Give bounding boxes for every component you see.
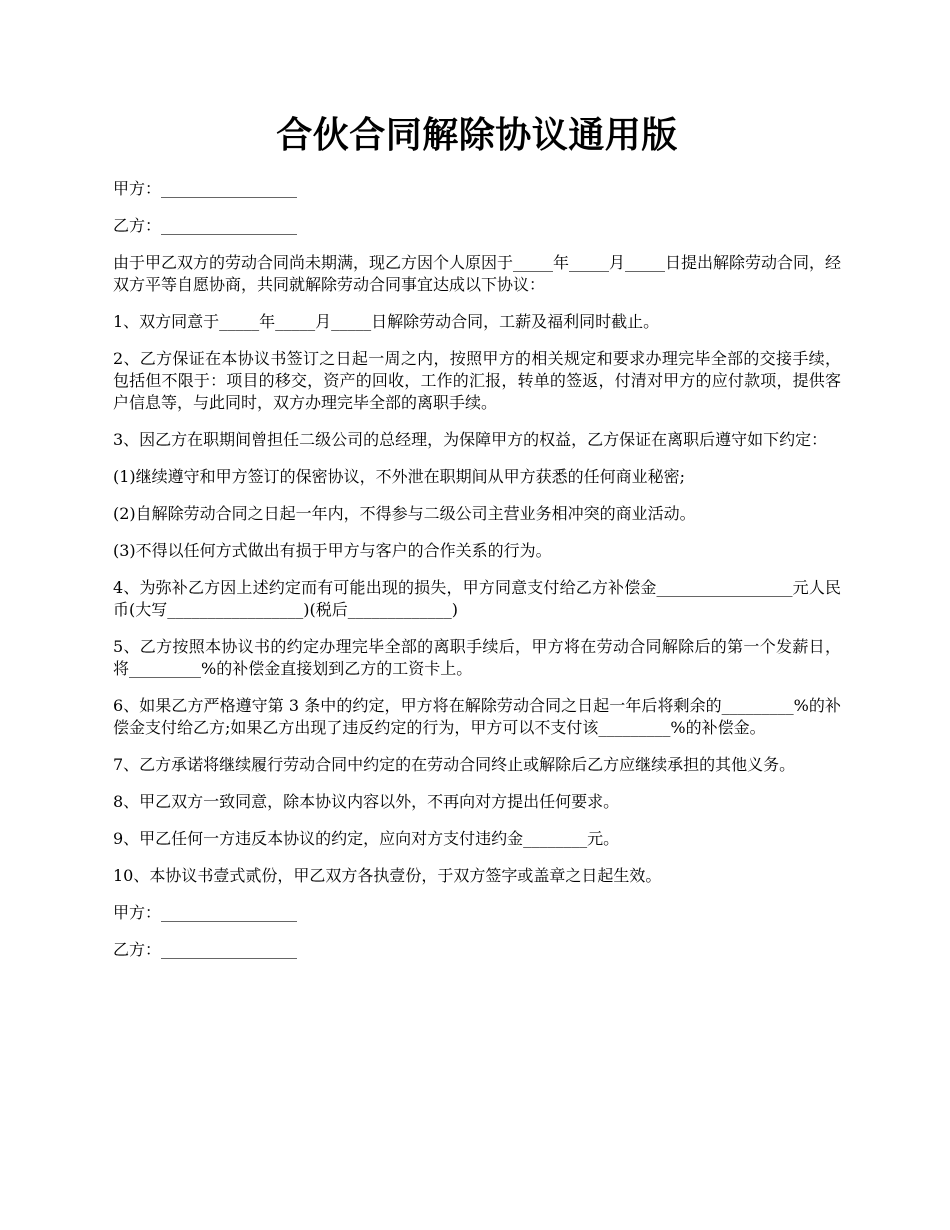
clause-10: 10、本协议书壹式贰份，甲乙双方各执壹份，于双方签字或盖章之日起生效。	[113, 866, 662, 885]
clause-3: 3、因乙方在职期间曾担任二级公司的总经理，为保障甲方的权益，乙方保证在离职后遵守如下约定：	[113, 430, 828, 449]
clause-3-item-2: (2)自解除劳动合同之日起一年内，不得参与二级公司主营业务相冲突的商业活动。	[113, 504, 696, 523]
clause-4: 4、为弥补乙方因上述约定而有可能出现的损失，甲方同意支付给乙方补偿金_________________元人民币(大写_________________)(税后_____________)	[113, 578, 841, 619]
clause-2: 2、乙方保证在本协议书签订之日起一周之内，按照甲方的相关规定和要求办理完毕全部的交接手续，包括但不限于：项目的移交，资产的回收，工作的汇报，转单的签返，付清对甲方的应付款项，提供客户信息等，与此同时，双方办理完毕全部的离职手续。	[113, 349, 841, 412]
document-title: 合伙合同解除协议通用版	[276, 115, 678, 156]
party-a-signature-line-bottom: 甲方：_________________	[113, 903, 298, 922]
clause-3-item-1: (1)继续遵守和甲方签订的保密协议，不外泄在职期间从甲方获悉的任何商业秘密;	[113, 467, 686, 486]
clause-3-item-3: (3)不得以任何方式做出有损于甲方与客户的合作关系的行为。	[113, 541, 552, 560]
intro-paragraph: 由于甲乙双方的劳动合同尚未期满，现乙方因个人原因于_____年_____月_____日提出解除劳动合同，经双方平等自愿协商，共同就解除劳动合同事宜达成以下协议：	[113, 253, 842, 294]
party-b-signature-line-top: 乙方：_________________	[113, 216, 298, 235]
party-a-signature-line-top: 甲方：_________________	[113, 179, 298, 198]
document-body	[113, 178, 841, 976]
clause-1: 1、双方同意于_____年_____月_____日解除劳动合同，工薪及福利同时截止。	[113, 312, 660, 331]
party-b-signature-line-bottom: 乙方：_________________	[113, 940, 298, 959]
clause-6: 6、如果乙方严格遵守第 3 条中的约定，甲方将在解除劳动合同之日起一年后将剩余的_________%的补偿金支付给乙方;如果乙方出现了违反约定的行为，甲方可以不支付该_________%的补偿金。	[113, 696, 841, 737]
clause-7: 7、乙方承诺将继续履行劳动合同中约定的在劳动合同终止或解除后乙方应继续承担的其他义务。	[113, 755, 796, 774]
clause-5: 5、乙方按照本协议书的约定办理完毕全部的离职手续后，甲方将在劳动合同解除后的第一个发薪日，将_________%的补偿金直接划到乙方的工资卡上。	[113, 637, 841, 678]
clause-8: 8、甲乙双方一致同意，除本协议内容以外，不再向对方提出任何要求。	[113, 792, 620, 811]
clause-9: 9、甲乙任何一方违反本协议的约定，应向对方支付违约金________元。	[113, 829, 620, 848]
